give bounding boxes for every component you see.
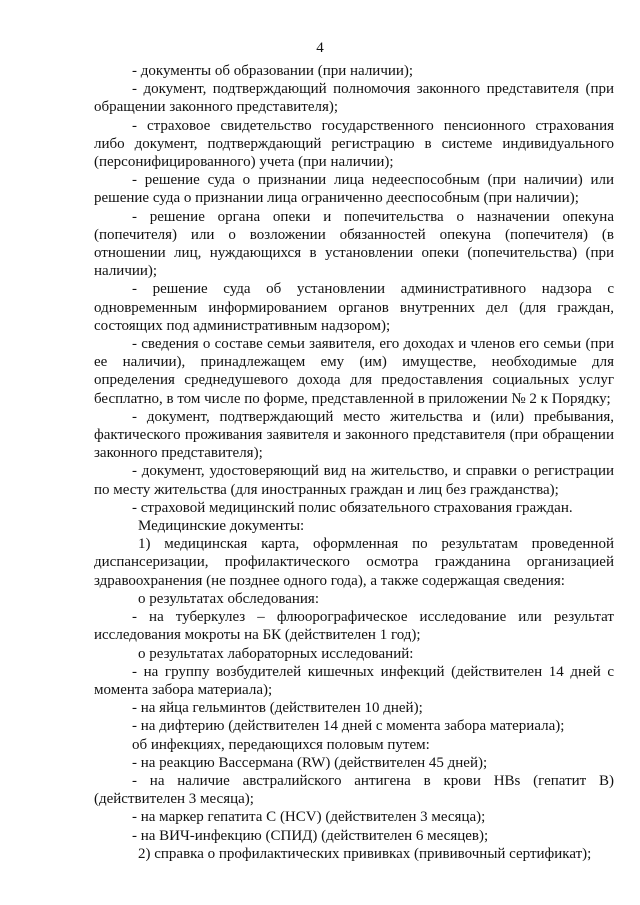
paragraph-family-income: - сведения о составе семьи заявителя, его доходах и членов его семьи (при ее наличии), принадлежащем ему (им) имуществе, необходимые для определения среднедушевого дохода для предоставления социальных услуг бесплатно, в том числе по форме, представленной в приложении № 2 к Порядку; bbox=[94, 336, 614, 407]
paragraph-helminth-eggs: - на яйца гельминтов (действителен 10 дней); bbox=[132, 700, 423, 717]
paragraph-sti-heading: об инфекциях, передающихся половым путем: bbox=[132, 736, 430, 753]
paragraph-hepatitis-b: - на наличие австралийского антигена в крови HBs (гепатит B) (действителен 3 месяца); bbox=[94, 772, 614, 808]
paragraph-medical-policy: - страховой медицинский полис обязательного страхования граждан. bbox=[132, 499, 573, 516]
paragraph-administrative-supervision: - решение суда об установлении административного надзора с одновременным информированием органов внутренних дел (для граждан, состоящих под административным надзором); bbox=[94, 281, 614, 334]
paragraph-medical-card: 1) медицинская карта, оформленная по результатам проведенной диспансеризации, профилактического осмотра гражданина организацией здравоохранения (не позднее одного года), а также содержащая сведения: bbox=[94, 536, 614, 589]
paragraph-wassermann: - на реакцию Вассермана (RW) (действителен 45 дней); bbox=[132, 754, 488, 771]
paragraph-representative-authority: - документ, подтверждающий полномочия законного представителя (при обращении законного представителя); bbox=[94, 81, 614, 116]
document-body bbox=[94, 62, 614, 863]
page-number: 4 bbox=[316, 40, 324, 56]
paragraph-education-docs: - документы об образовании (при наличии); bbox=[132, 63, 414, 79]
paragraph-exam-results: о результатах обследования: bbox=[138, 590, 319, 607]
paragraph-court-incapacity: - решение суда о признании лица недееспособным (при наличии) или решение суда о признании лица ограниченно дееспособным (при наличии); bbox=[94, 172, 614, 207]
paragraph-intestinal-infections: - на группу возбудителей кишечных инфекций (действителен 14 дней с момента забора материала); bbox=[94, 663, 614, 698]
paragraph-guardianship-decision: - решение органа опеки и попечительства о назначении опекуна (попечителя) или о возложении обязанностей опекуна (попечителя) (в отношении лиц, нуждающихся в установлении опеки (попечительства) (при наличии); bbox=[94, 208, 614, 280]
paragraph-hiv: - на ВИЧ-инфекцию (СПИД) (действителен 6 месяцев); bbox=[132, 827, 489, 844]
paragraph-diphtheria: - на дифтерию (действителен 14 дней с момента забора материала); bbox=[132, 718, 565, 735]
paragraph-hepatitis-c: - на маркер гепатита C (HCV) (действителен 3 месяца); bbox=[132, 809, 486, 826]
paragraph-residence-permit: - документ, удостоверяющий вид на жительство, и справки о регистрации по месту жительства (для иностранных граждан и лиц без гражданства); bbox=[94, 463, 614, 498]
paragraph-tuberculosis: - на туберкулез – флюорографическое исследование или результат исследования мокроты на БК (действителен 1 год); bbox=[94, 609, 614, 644]
paragraph-residence-proof: - документ, подтверждающий место жительства и (или) пребывания, фактического проживания заявителя и законного представителя (при обращении законного представителя); bbox=[94, 408, 614, 462]
paragraph-pension-insurance: - страховое свидетельство государственного пенсионного страхования либо документ, подтверждающий регистрацию в системе индивидуального (персонифицированного) учета (при наличии); bbox=[94, 117, 614, 171]
paragraph-medical-docs-heading: Медицинские документы: bbox=[138, 518, 305, 535]
paragraph-vaccination-certificate: 2) справка о профилактических прививках (прививочный сертификат); bbox=[138, 845, 592, 862]
paragraph-lab-results: о результатах лабораторных исследований: bbox=[138, 645, 414, 662]
